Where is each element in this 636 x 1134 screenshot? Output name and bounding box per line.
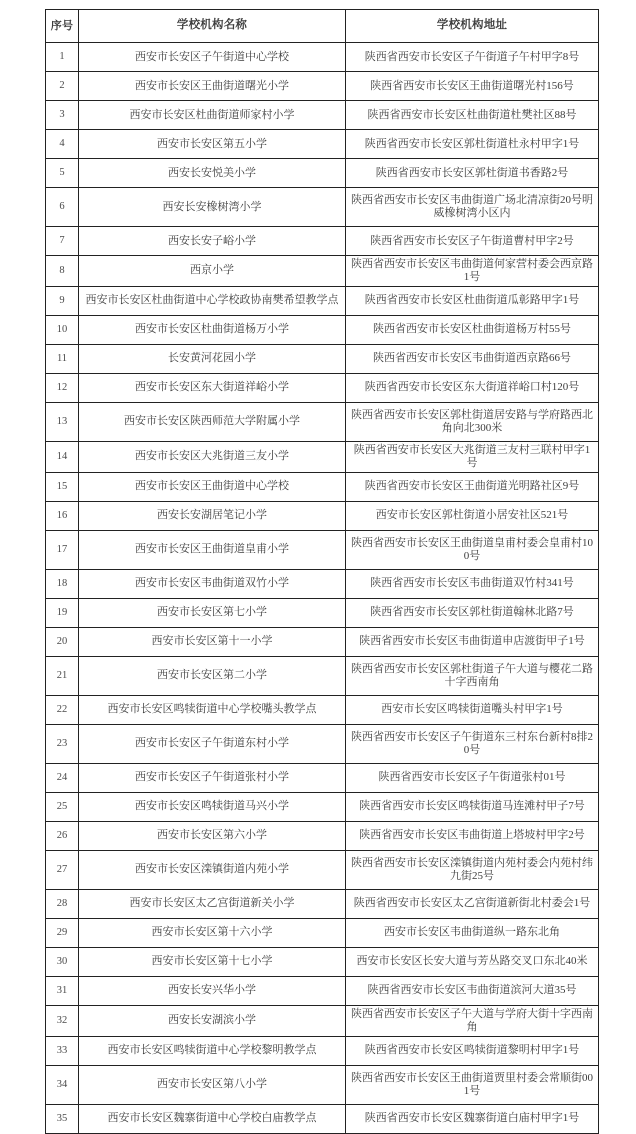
cell-index: 13 bbox=[46, 402, 79, 441]
cell-school-name: 西安市长安区韦曲街道双竹小学 bbox=[79, 569, 346, 598]
cell-school-address: 陕西省西安市长安区郭杜街道居安路与学府路西北角向北300米 bbox=[346, 402, 599, 441]
table-row bbox=[46, 1036, 599, 1065]
cell-school-name: 西安市长安区第十七小学 bbox=[79, 947, 346, 976]
cell-school-address: 陕西省西安市长安区郭杜街道翰林北路7号 bbox=[346, 598, 599, 627]
cell-school-name: 西安市长安区东大街道祥峪小学 bbox=[79, 373, 346, 402]
cell-school-name: 西安市长安区陕西师范大学附属小学 bbox=[79, 402, 346, 441]
table-row bbox=[46, 101, 599, 130]
cell-school-name: 西安市长安区子午街道东村小学 bbox=[79, 724, 346, 763]
cell-index: 22 bbox=[46, 695, 79, 724]
cell-school-name: 西安市长安区魏寨街道中心学校白庙教学点 bbox=[79, 1104, 346, 1133]
cell-school-address: 陕西省西安市长安区王曲街道光明路社区9号 bbox=[346, 472, 599, 501]
table-row bbox=[46, 1065, 599, 1104]
cell-index: 33 bbox=[46, 1036, 79, 1065]
column-header-school-name: 学校机构名称 bbox=[79, 10, 346, 43]
table-row bbox=[46, 373, 599, 402]
cell-index: 30 bbox=[46, 947, 79, 976]
cell-index: 2 bbox=[46, 72, 79, 101]
cell-school-name: 西安长安橡树湾小学 bbox=[79, 188, 346, 227]
cell-school-name: 西安市长安区第八小学 bbox=[79, 1065, 346, 1104]
cell-index: 24 bbox=[46, 763, 79, 792]
cell-index: 20 bbox=[46, 627, 79, 656]
table-row bbox=[46, 286, 599, 315]
cell-school-address: 陕西省西安市长安区郭杜街道子午大道与樱花二路十字西南角 bbox=[346, 656, 599, 695]
column-header-index: 序号 bbox=[46, 10, 79, 43]
cell-index: 15 bbox=[46, 472, 79, 501]
cell-index: 19 bbox=[46, 598, 79, 627]
cell-school-name: 西安市长安区第六小学 bbox=[79, 821, 346, 850]
cell-index: 31 bbox=[46, 976, 79, 1005]
cell-index: 23 bbox=[46, 724, 79, 763]
cell-school-address: 陕西省西安市长安区魏寨街道白庙村甲字1号 bbox=[346, 1104, 599, 1133]
cell-school-address: 西安市长安区长安大道与芳丛路交叉口东北40米 bbox=[346, 947, 599, 976]
cell-school-address: 陕西省西安市长安区韦曲街道双竹村341号 bbox=[346, 569, 599, 598]
cell-index: 21 bbox=[46, 656, 79, 695]
table-row bbox=[46, 627, 599, 656]
table-row bbox=[46, 695, 599, 724]
cell-school-address: 陕西省西安市长安区韦曲街道西京路66号 bbox=[346, 344, 599, 373]
schools-table bbox=[45, 9, 599, 1134]
cell-school-name: 西安市长安区第五小学 bbox=[79, 130, 346, 159]
cell-index: 16 bbox=[46, 501, 79, 530]
cell-school-address: 陕西省西安市长安区大兆街道三友村三联村甲字1号 bbox=[346, 441, 599, 472]
cell-school-name: 西安市长安区杜曲街道中心学校政协南樊希望教学点 bbox=[79, 286, 346, 315]
table-row bbox=[46, 792, 599, 821]
cell-index: 7 bbox=[46, 227, 79, 256]
cell-school-address: 陕西省西安市长安区子午街道张村01号 bbox=[346, 763, 599, 792]
table-header bbox=[46, 10, 599, 43]
table-row bbox=[46, 569, 599, 598]
cell-school-name: 西安市长安区滦镇街道内苑小学 bbox=[79, 850, 346, 889]
table-row bbox=[46, 227, 599, 256]
cell-school-address: 陕西省西安市长安区杜曲街道杜樊社区88号 bbox=[346, 101, 599, 130]
table-row bbox=[46, 530, 599, 569]
cell-school-name: 西安市长安区第七小学 bbox=[79, 598, 346, 627]
table-row bbox=[46, 344, 599, 373]
cell-school-name: 长安黄河花园小学 bbox=[79, 344, 346, 373]
cell-school-name: 西安市长安区第二小学 bbox=[79, 656, 346, 695]
cell-school-address: 陕西省西安市长安区鸣犊街道黎明村甲字1号 bbox=[346, 1036, 599, 1065]
table-row bbox=[46, 821, 599, 850]
cell-school-name: 西安市长安区杜曲街道师家村小学 bbox=[79, 101, 346, 130]
cell-school-address: 陕西省西安市长安区王曲街道皇甫村委会皇甫村100号 bbox=[346, 530, 599, 569]
cell-index: 1 bbox=[46, 43, 79, 72]
cell-index: 26 bbox=[46, 821, 79, 850]
table-row bbox=[46, 724, 599, 763]
cell-school-address: 陕西省西安市长安区东大街道祥峪口村120号 bbox=[346, 373, 599, 402]
table-row bbox=[46, 763, 599, 792]
cell-school-address: 陕西省西安市长安区太乙宫街道新街北村委会1号 bbox=[346, 889, 599, 918]
cell-index: 3 bbox=[46, 101, 79, 130]
cell-school-name: 西安市长安区子午街道中心学校 bbox=[79, 43, 346, 72]
cell-school-address: 陕西省西安市长安区王曲街道贾里村委会常顺街001号 bbox=[346, 1065, 599, 1104]
table-row bbox=[46, 976, 599, 1005]
cell-school-address: 西安市长安区鸣犊街道嘴头村甲字1号 bbox=[346, 695, 599, 724]
table-row bbox=[46, 130, 599, 159]
cell-school-name: 西安长安悦美小学 bbox=[79, 159, 346, 188]
cell-school-name: 西安长安湖居笔记小学 bbox=[79, 501, 346, 530]
cell-school-address: 陕西省西安市长安区韦曲街道申店渡街甲子1号 bbox=[346, 627, 599, 656]
table-row bbox=[46, 656, 599, 695]
cell-index: 28 bbox=[46, 889, 79, 918]
table-row bbox=[46, 501, 599, 530]
cell-school-address: 陕西省西安市长安区滦镇街道内苑村委会内苑村纬九街25号 bbox=[346, 850, 599, 889]
cell-index: 12 bbox=[46, 373, 79, 402]
table-row bbox=[46, 315, 599, 344]
table-row bbox=[46, 918, 599, 947]
table-row bbox=[46, 1104, 599, 1133]
cell-school-name: 西安市长安区第十六小学 bbox=[79, 918, 346, 947]
cell-index: 32 bbox=[46, 1005, 79, 1036]
cell-index: 6 bbox=[46, 188, 79, 227]
cell-school-name: 西安市长安区第十一小学 bbox=[79, 627, 346, 656]
cell-school-name: 西安长安兴华小学 bbox=[79, 976, 346, 1005]
cell-school-name: 西安市长安区鸣犊街道马兴小学 bbox=[79, 792, 346, 821]
table-row bbox=[46, 1005, 599, 1036]
cell-school-name: 西安市长安区鸣犊街道中心学校黎明教学点 bbox=[79, 1036, 346, 1065]
table-header-row bbox=[46, 10, 599, 43]
cell-index: 5 bbox=[46, 159, 79, 188]
cell-index: 8 bbox=[46, 256, 79, 287]
cell-school-name: 西安市长安区王曲街道皇甫小学 bbox=[79, 530, 346, 569]
table-row bbox=[46, 256, 599, 287]
cell-school-address: 陕西省西安市长安区韦曲街道何家营村委会西京路1号 bbox=[346, 256, 599, 287]
table-row bbox=[46, 402, 599, 441]
cell-index: 14 bbox=[46, 441, 79, 472]
cell-school-address: 西安市长安区郭杜街道小居安社区521号 bbox=[346, 501, 599, 530]
cell-index: 10 bbox=[46, 315, 79, 344]
cell-school-address: 陕西省西安市长安区杜曲街道杨万村55号 bbox=[346, 315, 599, 344]
cell-index: 25 bbox=[46, 792, 79, 821]
cell-school-address: 陕西省西安市长安区韦曲街道广场北清凉街20号明威橡树湾小区内 bbox=[346, 188, 599, 227]
table-row bbox=[46, 188, 599, 227]
cell-school-name: 西京小学 bbox=[79, 256, 346, 287]
cell-school-address: 陕西省西安市长安区王曲街道曙光村156号 bbox=[346, 72, 599, 101]
cell-school-address: 陕西省西安市长安区郭杜街道书香路2号 bbox=[346, 159, 599, 188]
cell-school-name: 西安市长安区杜曲街道杨万小学 bbox=[79, 315, 346, 344]
table-row bbox=[46, 159, 599, 188]
cell-school-name: 西安市长安区子午街道张村小学 bbox=[79, 763, 346, 792]
cell-index: 35 bbox=[46, 1104, 79, 1133]
cell-school-address: 陕西省西安市长安区子午街道子午村甲字8号 bbox=[346, 43, 599, 72]
table-row bbox=[46, 947, 599, 976]
cell-school-address: 陕西省西安市长安区子午大道与学府大街十字西南角 bbox=[346, 1005, 599, 1036]
table-row bbox=[46, 43, 599, 72]
cell-school-address: 陕西省西安市长安区杜曲街道瓜彰路甲字1号 bbox=[346, 286, 599, 315]
cell-index: 29 bbox=[46, 918, 79, 947]
cell-school-address: 陕西省西安市长安区郭杜街道杜永村甲字1号 bbox=[346, 130, 599, 159]
table-row bbox=[46, 889, 599, 918]
table-row bbox=[46, 850, 599, 889]
cell-index: 18 bbox=[46, 569, 79, 598]
cell-school-name: 西安长安湖滨小学 bbox=[79, 1005, 346, 1036]
table-row bbox=[46, 598, 599, 627]
cell-index: 17 bbox=[46, 530, 79, 569]
schools-table-container bbox=[45, 9, 598, 1134]
cell-school-name: 西安长安子峪小学 bbox=[79, 227, 346, 256]
column-header-school-address: 学校机构地址 bbox=[346, 10, 599, 43]
cell-school-address: 陕西省西安市长安区韦曲街道滨河大道35号 bbox=[346, 976, 599, 1005]
cell-school-name: 西安市长安区太乙宫街道新关小学 bbox=[79, 889, 346, 918]
cell-school-name: 西安市长安区鸣犊街道中心学校嘴头教学点 bbox=[79, 695, 346, 724]
table-row bbox=[46, 441, 599, 472]
table-row bbox=[46, 472, 599, 501]
cell-index: 9 bbox=[46, 286, 79, 315]
cell-school-name: 西安市长安区王曲街道曙光小学 bbox=[79, 72, 346, 101]
cell-index: 11 bbox=[46, 344, 79, 373]
table-row bbox=[46, 72, 599, 101]
cell-school-address: 陕西省西安市长安区子午街道曹村甲字2号 bbox=[346, 227, 599, 256]
cell-index: 27 bbox=[46, 850, 79, 889]
cell-index: 34 bbox=[46, 1065, 79, 1104]
cell-school-address: 陕西省西安市长安区韦曲街道上塔坡村甲字2号 bbox=[346, 821, 599, 850]
table-body bbox=[46, 43, 599, 1134]
cell-school-name: 西安市长安区王曲街道中心学校 bbox=[79, 472, 346, 501]
cell-school-address: 陕西省西安市长安区鸣犊街道马连滩村甲子7号 bbox=[346, 792, 599, 821]
cell-school-address: 陕西省西安市长安区子午街道东三村东台新村8排20号 bbox=[346, 724, 599, 763]
cell-school-address: 西安市长安区韦曲街道纵一路东北角 bbox=[346, 918, 599, 947]
cell-school-name: 西安市长安区大兆街道三友小学 bbox=[79, 441, 346, 472]
cell-index: 4 bbox=[46, 130, 79, 159]
